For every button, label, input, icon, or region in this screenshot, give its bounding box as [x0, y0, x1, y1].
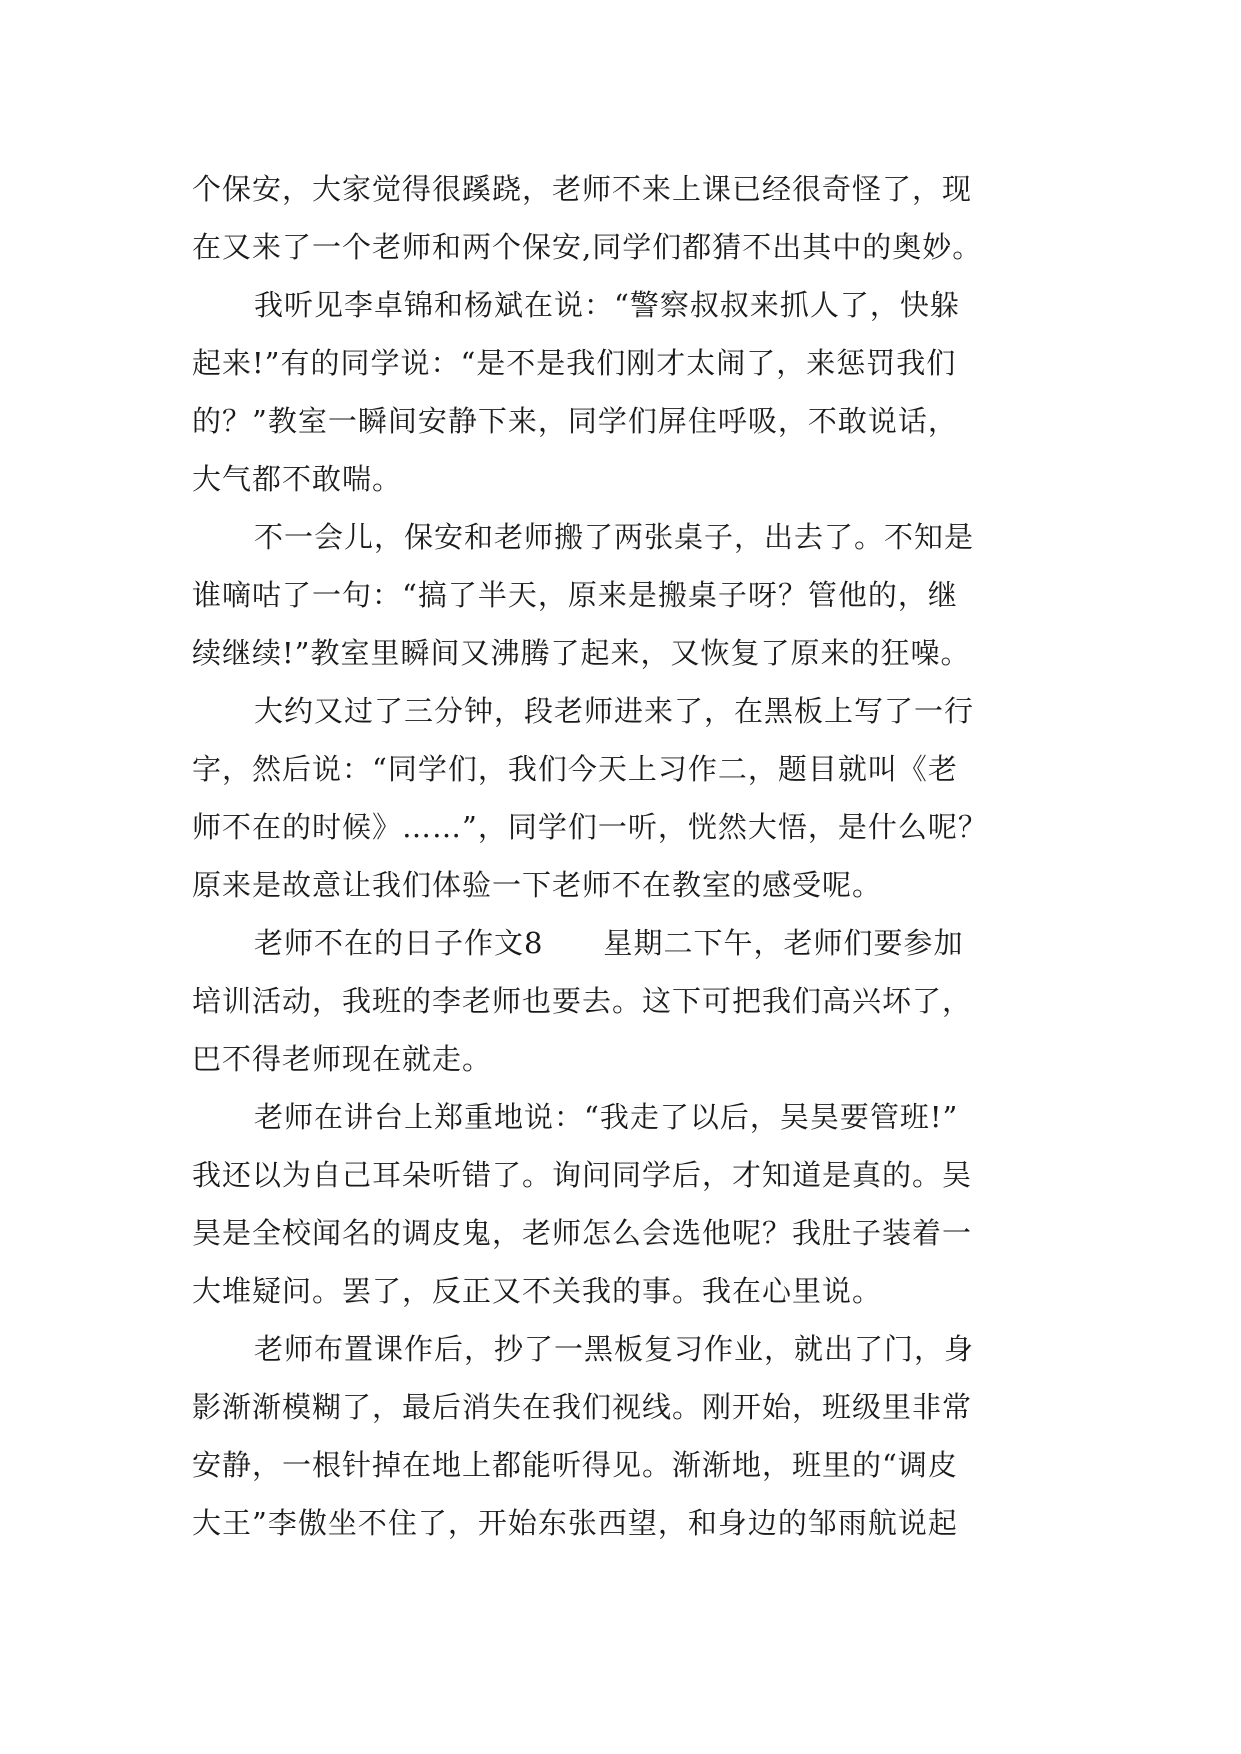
text-line: 谁嘀咕了一句：“搞了半天，原来是搬桌子呀？管他的，继 [192, 578, 958, 612]
text-line: 巴不得老师现在就走。 [192, 1042, 493, 1076]
body-text [192, 160, 1072, 1552]
text-line: 起来!”有的同学说：“是不是我们刚才太闹了，来惩罚我们 [192, 346, 957, 380]
text-line: 原来是故意让我们体验一下老师不在教室的感受呢。 [192, 868, 883, 902]
text-line: 老师不在的日子作文8 星期二下午，老师们要参加 [254, 926, 964, 960]
text-line: 安静，一根针掉在地上都能听得见。渐渐地，班里的“调皮 [192, 1448, 958, 1482]
text-line: 的？”教室一瞬间安静下来，同学们屏住呼吸，不敢说话， [192, 404, 958, 438]
text-line: 不一会儿，保安和老师搬了两张桌子，出去了。不知是 [254, 520, 975, 554]
text-line: 师不在的时候》……”，同学们一听，恍然大悟，是什么呢？ [192, 810, 988, 844]
text-line: 我听见李卓锦和杨斌在说：“警察叔叔来抓人了，快躲 [254, 288, 960, 322]
text-line: 大堆疑问。罢了，反正又不关我的事。我在心里说。 [192, 1274, 883, 1308]
text-line: 老师布置课作后，抄了一黑板复习作业，就出了门，身 [254, 1332, 975, 1366]
text-line: 老师在讲台上郑重地说：“我走了以后，吴昊要管班!” [254, 1100, 959, 1134]
text-line: 大气都不敢喘。 [192, 462, 403, 496]
text-line: 续继续!”教室里瞬间又沸腾了起来，又恢复了原来的狂噪。 [192, 636, 971, 670]
text-line: 个保安，大家觉得很蹊跷，老师不来上课已经很奇怪了，现 [192, 172, 973, 206]
text-line: 大约又过了三分钟，段老师进来了，在黑板上写了一行 [254, 694, 975, 728]
text-line: 我还以为自己耳朵听错了。询问同学后，才知道是真的。吴 [192, 1158, 973, 1192]
text-line: 昊是全校闻名的调皮鬼，老师怎么会选他呢？我肚子装着一 [192, 1216, 973, 1250]
text-line: 在又来了一个老师和两个保安,同学们都猜不出其中的奥妙。 [192, 230, 983, 264]
text-line: 字，然后说：“同学们，我们今天上习作二，题目就叫《老 [192, 752, 958, 786]
text-line: 大王”李傲坐不住了，开始东张西望，和身边的邹雨航说起 [192, 1506, 958, 1540]
text-line: 培训活动，我班的李老师也要去。这下可把我们高兴坏了， [192, 984, 973, 1018]
text-line: 影渐渐模糊了，最后消失在我们视线。刚开始，班级里非常 [192, 1390, 973, 1424]
